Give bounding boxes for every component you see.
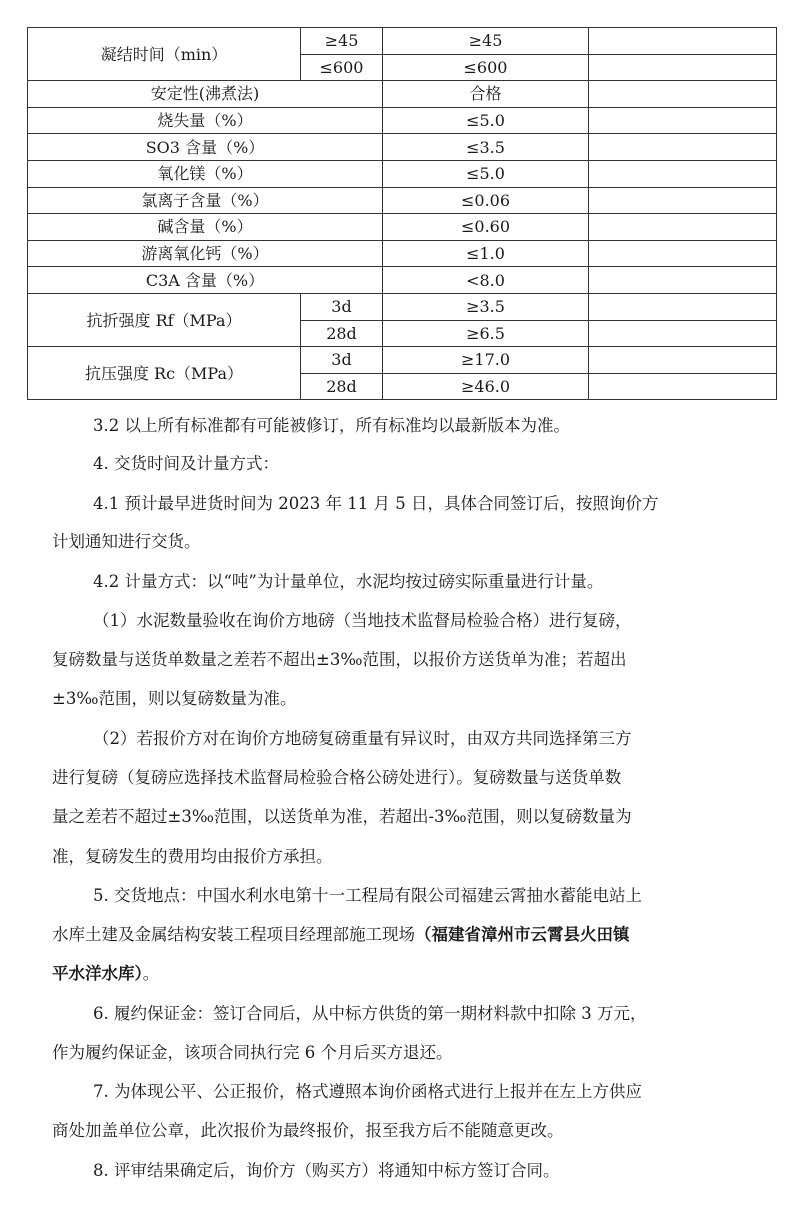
table-cell-value: ≤5.0 — [383, 107, 589, 134]
table-cell-item: C3A 含量（%） — [28, 267, 383, 294]
table-cell-item: 烧失量（%） — [28, 107, 383, 134]
table-cell-empty — [589, 293, 777, 320]
table-cell-value: <8.0 — [383, 267, 589, 294]
table-row — [28, 214, 777, 241]
table-cell-empty — [589, 187, 777, 214]
table-row — [28, 347, 777, 374]
table-cell-sub: ≤600 — [301, 54, 383, 81]
table-cell-item: 安定性(沸煮法) — [28, 81, 383, 108]
paragraph-item-2-cont: 准，复磅发生的费用均由报价方承担。 — [52, 847, 333, 866]
table-cell-item: 抗折强度 Rf（MPa） — [28, 293, 301, 346]
paragraph-item-1-cont: ±3‰范围，则以复磅数量为准。 — [52, 689, 297, 708]
table-cell-item: 凝结时间（min） — [28, 28, 301, 81]
table-row — [28, 134, 777, 161]
table-cell-sub: 3d — [301, 293, 383, 320]
table-cell-item: 游离氧化钙（%） — [28, 240, 383, 267]
paragraph-5-cont — [52, 916, 752, 954]
paragraph-4-1-cont: 计划通知进行交货。 — [52, 532, 201, 551]
paragraph-4-2: 4.2 计量方式：以“吨”为计量单位，水泥均按过磅实际重量进行计量。 — [93, 572, 604, 591]
table-cell-value: ≤5.0 — [383, 160, 589, 187]
paragraph-item-1: （1）水泥数量验收在询价方地磅（当地技术监督局检验合格）进行复磅， — [93, 611, 632, 630]
table-cell-empty — [589, 160, 777, 187]
delivery-location-text: 水库土建及金属结构安装工程项目经理部施工现场 — [52, 925, 415, 944]
paragraph-4-1: 4.1 预计最早进货时间为 2023 年 11 月 5 日，具体合同签订后，按照询价方 — [93, 494, 659, 513]
table-cell-sub: 28d — [301, 320, 383, 347]
table-row — [28, 28, 777, 55]
table-cell-value: ≤3.5 — [383, 134, 589, 161]
table-cell-item: 抗压强度 Rc（MPa） — [28, 347, 301, 400]
paragraph-end: 。 — [142, 964, 160, 983]
table-row — [28, 293, 777, 320]
paragraph-5: 5. 交货地点：中国水利水电第十一工程局有限公司福建云霄抽水蓄能电站上 — [93, 886, 642, 905]
paragraph-6: 6. 履约保证金：签订合同后，从中标方供货的第一期材料款中扣除 3 万元， — [93, 1004, 647, 1023]
table-cell-item: 氧化镁（%） — [28, 160, 383, 187]
paragraph-7-cont: 商处加盖单位公章，此次报价为最终报价，报至我方后不能随意更改。 — [52, 1121, 564, 1140]
table-cell-empty — [589, 81, 777, 108]
table-cell-empty — [589, 347, 777, 374]
table-cell-item: 碱含量（%） — [28, 214, 383, 241]
table-cell-value: ≤0.06 — [383, 187, 589, 214]
table-row — [28, 187, 777, 214]
delivery-address-bold: 平水洋水库） — [52, 964, 143, 983]
paragraph-7: 7. 为体现公平、公正报价，格式遵照本询价函格式进行上报并在左上方供应 — [93, 1082, 642, 1101]
table-cell-value: ≥6.5 — [383, 320, 589, 347]
paragraph-3-2: 3.2 以上所有标准都有可能被修订，所有标准均以最新版本为准。 — [93, 416, 570, 435]
cement-spec-table — [27, 27, 777, 400]
table-row — [28, 160, 777, 187]
paragraph-item-2-cont: 量之差若不超过±3‰范围，以送货单为准，若超出-3‰范围，则以复磅数量为 — [52, 807, 632, 826]
delivery-address-bold: （福建省漳州市云霄县火田镇 — [415, 925, 630, 944]
table-cell-value: ≥46.0 — [383, 373, 589, 400]
table-cell-sub: 28d — [301, 373, 383, 400]
table-cell-value: ≥3.5 — [383, 293, 589, 320]
table-cell-item: 氯离子含量（%） — [28, 187, 383, 214]
table-cell-value: ≥45 — [383, 28, 589, 55]
paragraph-item-2-cont: 进行复磅（复磅应选择技术监督局检验合格公磅处进行）。复磅数量与送货单数 — [52, 768, 622, 787]
table-cell-value: ≥17.0 — [383, 347, 589, 374]
table-cell-empty — [589, 134, 777, 161]
table-row — [28, 81, 777, 108]
table-row — [28, 240, 777, 267]
paragraph-5-cont — [52, 955, 752, 993]
table-cell-value: ≤0.60 — [383, 214, 589, 241]
table-row — [28, 107, 777, 134]
table-row — [28, 267, 777, 294]
table-cell-empty — [589, 28, 777, 55]
table-cell-value: 合格 — [383, 81, 589, 108]
table-cell-sub: ≥45 — [301, 28, 383, 55]
table-cell-empty — [589, 240, 777, 267]
paragraph-6-cont: 作为履约保证金，该项合同执行完 6 个月后买方退还。 — [52, 1043, 453, 1062]
paragraph-item-1-cont: 复磅数量与送货单数量之差若不超出±3‰范围，以报价方送货单为准；若超出 — [52, 650, 627, 669]
table-cell-empty — [589, 107, 777, 134]
table-cell-value: ≤1.0 — [383, 240, 589, 267]
table-cell-empty — [589, 267, 777, 294]
paragraph-4-heading: 4. 交货时间及计量方式： — [93, 454, 279, 473]
paragraph-item-2: （2）若报价方对在询价方地磅复磅重量有异议时，由双方共同选择第三方 — [93, 729, 632, 748]
table-cell-empty — [589, 214, 777, 241]
table-cell-empty — [589, 320, 777, 347]
table-cell-sub: 3d — [301, 347, 383, 374]
table-cell-empty — [589, 373, 777, 400]
table-cell-item: SO3 含量（%） — [28, 134, 383, 161]
paragraph-8: 8. 评审结果确定后，询价方（购买方）将通知中标方签订合同。 — [93, 1161, 560, 1180]
table-cell-empty — [589, 54, 777, 81]
table-cell-value: ≤600 — [383, 54, 589, 81]
